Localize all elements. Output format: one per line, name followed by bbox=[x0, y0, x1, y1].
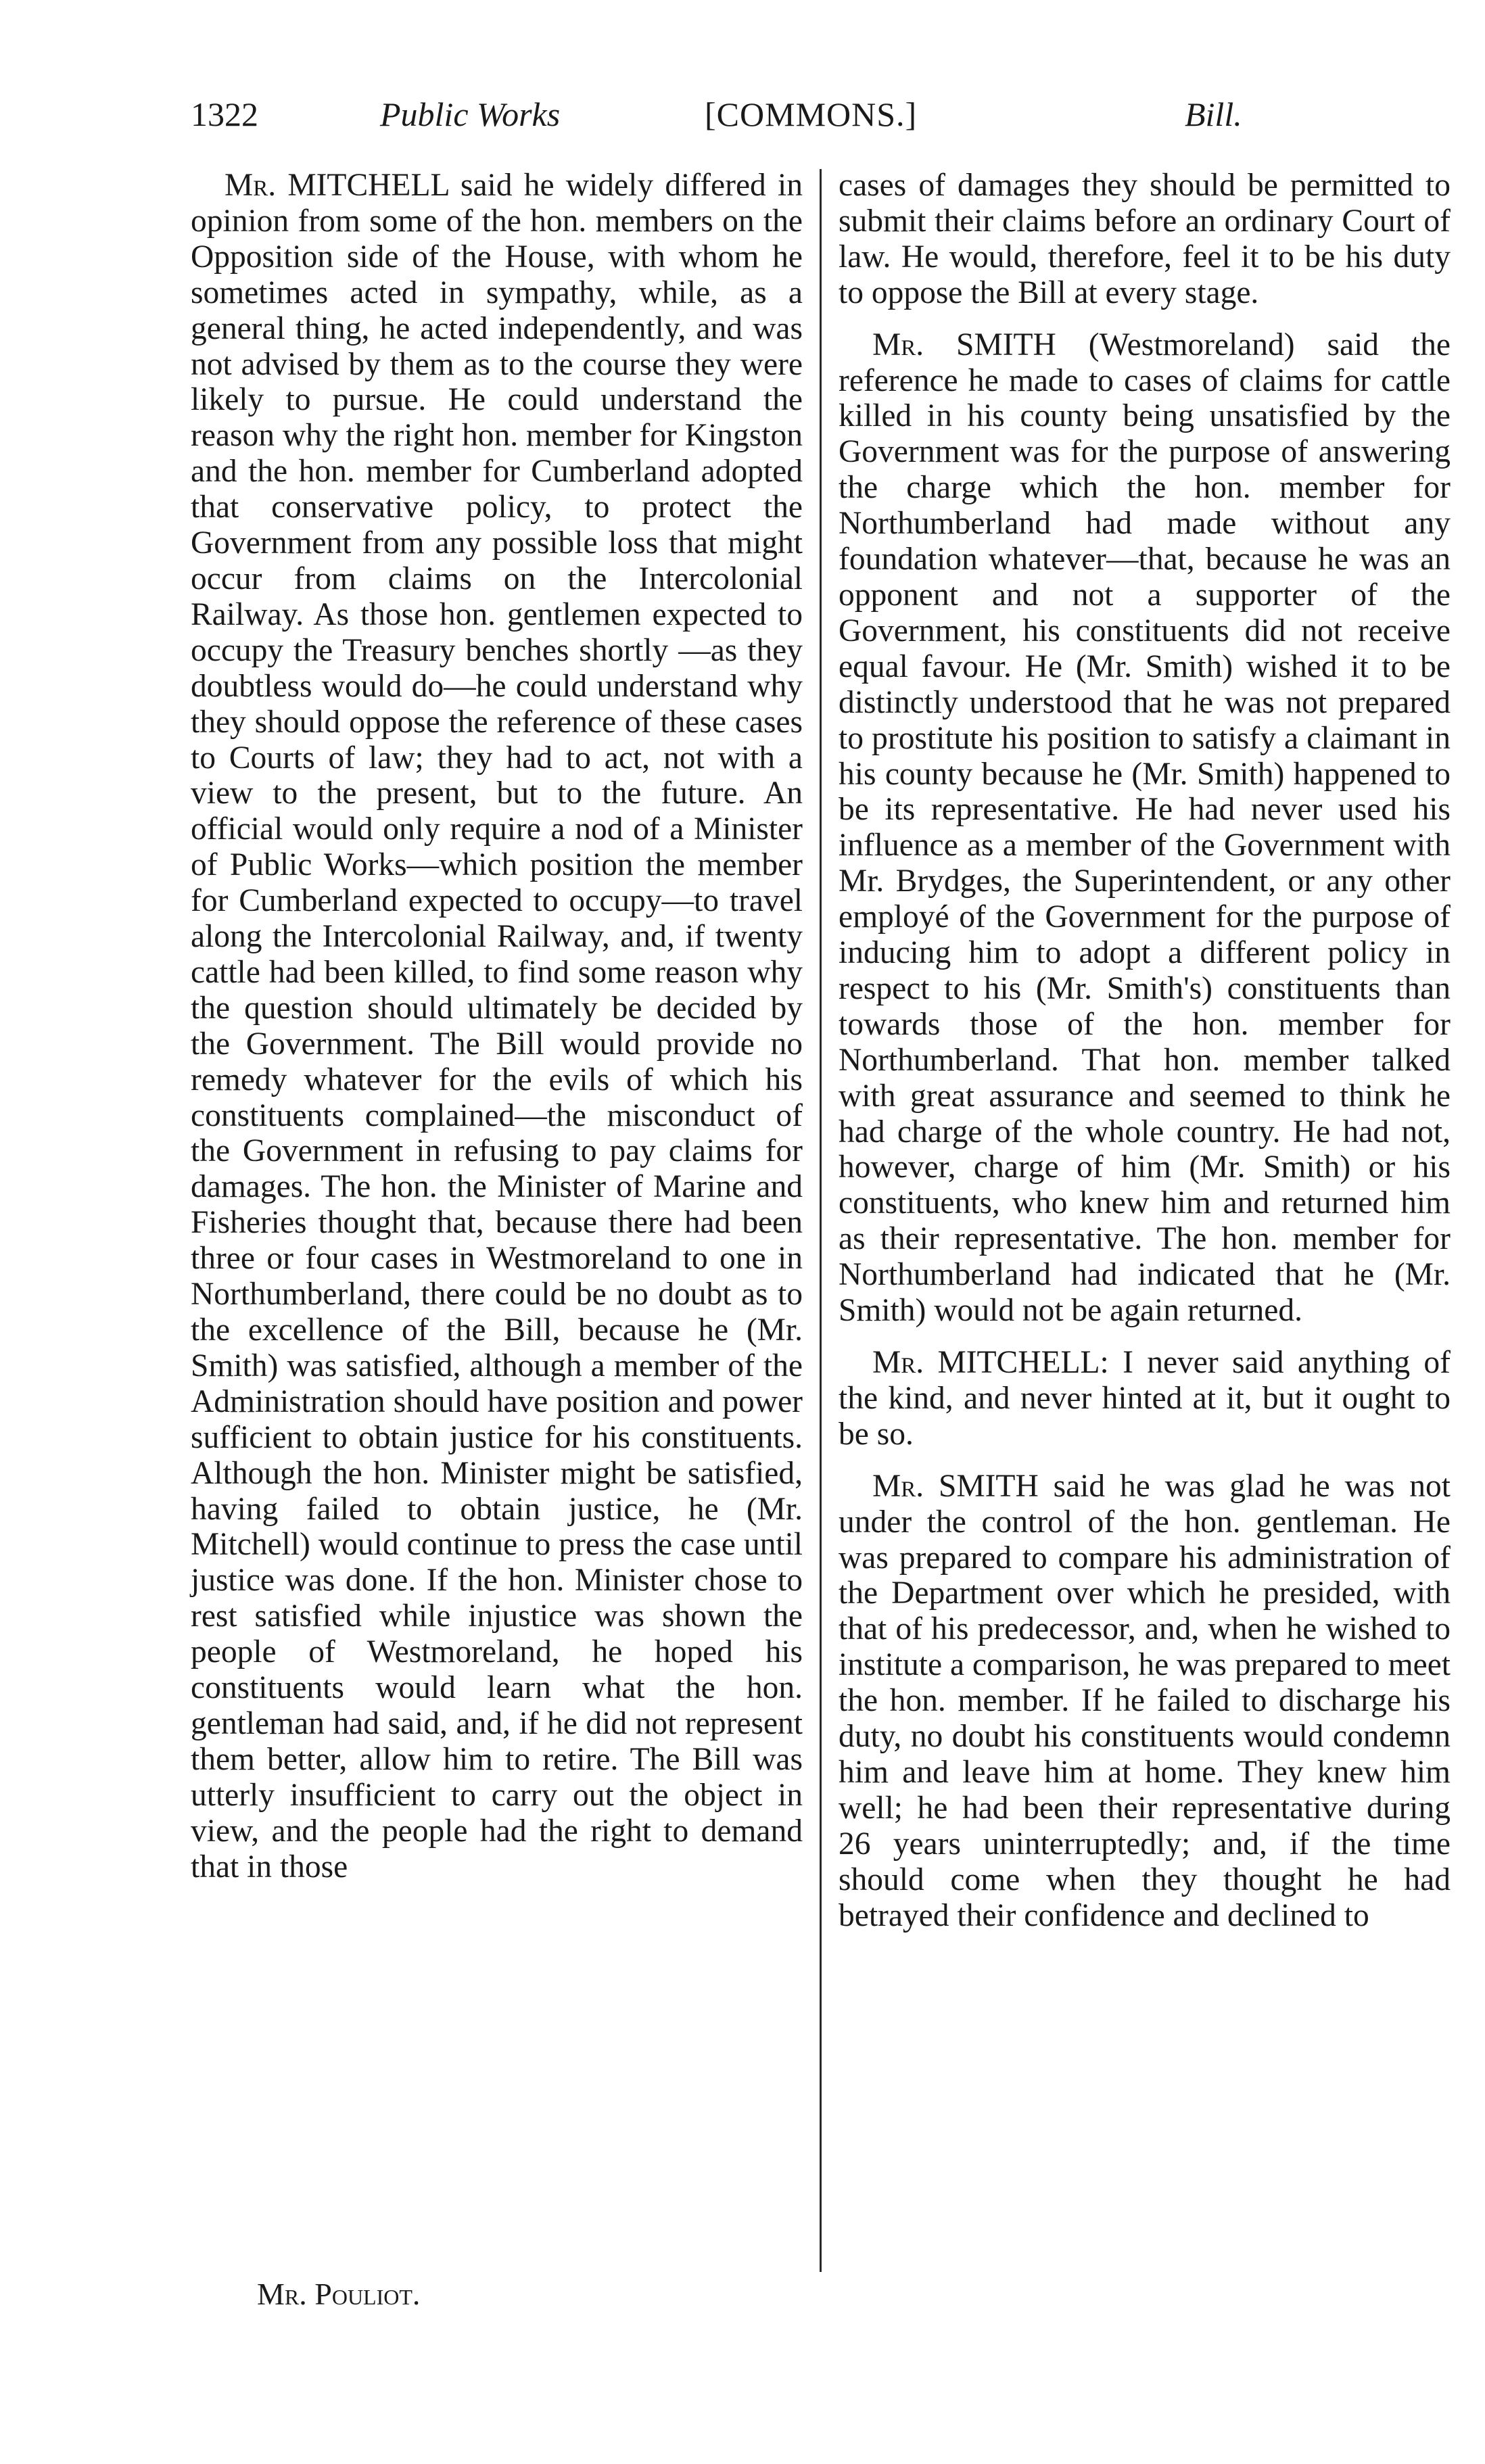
speaker-title: Mr. bbox=[225, 168, 277, 203]
house-label: [COMMONS.] bbox=[705, 95, 918, 133]
speech-mitchell-2 bbox=[839, 1345, 1451, 1452]
speech-smith-1 bbox=[839, 327, 1451, 1329]
speech-text: SMITH said he was glad he was not under the control of the hon. gentleman. He was prepared to compare his administration of the Department over which he presided, with that of his predecessor, and, when he wished to institute a comparison, he was prepared to meet the hon. member. If he failed to discharge his duty, no doubt his constituents would condemn him and leave him at home. They knew him well; he had been their representative during 26 years uninterruptedly; and, if the time should come when they thought he had betrayed their confidence and declined to bbox=[839, 1468, 1451, 1933]
speaker-title: Mr. bbox=[872, 1345, 924, 1380]
left-column bbox=[191, 168, 803, 1885]
speech-smith-2 bbox=[839, 1469, 1451, 1934]
speech-text: MITCHELL: I never said anything of the kind, and never hinted at it, but it ought to be so. bbox=[839, 1345, 1451, 1452]
speaker-title: Mr. bbox=[257, 2277, 307, 2311]
page-number: 1322 bbox=[191, 95, 258, 133]
running-title-right: Bill. bbox=[1185, 95, 1242, 133]
running-head bbox=[191, 95, 1340, 149]
right-column bbox=[839, 168, 1451, 1934]
speech-text: MITCHELL said he widely differed in opinion from some of the hon. members on the Opposition side of the House, with whom he sometimes acted in sympathy, while, as a general thing, he acted independently, and was not advised by them as to the course they were likely to pursue. He could understand the reason why the right hon. member for Kingston and the hon. member for Cumberland adopted that conservative policy, to protect the Government from any possible loss that might occur from claims on the Intercolonial Railway. As those hon. gentlemen expected to occupy the Treasury benches shortly —as they doubtless would do—he could understand why they should oppose the reference of these cases to Courts of law; they had to act, not with a view to the present, but to the future. An official would only require a nod of a Minister of Public Works—which position the member for Cumberland expected to occupy—to travel along the Intercolonial Railway, and, if twenty cattle had been killed, to find some reason why the question should ultimately be decided by the Government. The Bill would provide no remedy whatever for the evils of which his constituents complained—the misconduct of the Government in refusing to pay claims for damages. The hon. the Minister of Marine and Fisheries thought that, because there had been three or four cases in Westmoreland to one in Northumberland, there could be no doubt as to the excellence of the Bill, because he (Mr. Smith) was satisfied, although a member of the Administration should have position and power sufficient to obtain justice for his constituents. Although the hon. Minister might be satisfied, having failed to obtain justice, he (Mr. Mitchell) would continue to press the case until justice was done. If the hon. Minister chose to rest satisfied while injustice was shown the people of Westmoreland, he hoped his constituents would learn what the hon. gentleman had said, and, if he did not represent them better, allow him to retire. The Bill was utterly insufficient to carry out the object in view, and the people had the right to demand that in those bbox=[191, 168, 803, 1885]
speech-continuation: cases of damages they should be permitted to submit their claims before an ordinary Court of law. He would, therefore, feel it to be his duty to oppose the Bill at every stage. bbox=[839, 168, 1451, 310]
speaker-title: Mr. bbox=[872, 327, 924, 362]
next-speaker-catchword bbox=[257, 2276, 420, 2312]
speaker-title: Mr. bbox=[872, 1468, 924, 1504]
speech-mitchell-1 bbox=[191, 168, 803, 1885]
speaker-name: Pouliot. bbox=[306, 2277, 421, 2311]
column-divider bbox=[820, 169, 822, 2272]
speech-text: SMITH (Westmoreland) said the reference he made to cases of claims for cattle killed in his county being unsatisfied by the Government was for the purpose of answering the charge which the hon. member for Northumberland had made without any foundation whatever—that, because he was an opponent and not a supporter of the Government, his constituents did not receive equal favour. He (Mr. Smith) wished it to be distinctly understood that he was not prepared to prostitute his position to satisfy a claimant in his county because he (Mr. Smith) happened to be its representative. He had never used his influence as a member of the Government with Mr. Brydges, the Superintendent, or any other employé of the Government for the purpose of inducing him to adopt a different policy in respect to his (Mr. Smith's) constituents than towards those of the hon. member for Northumberland. That hon. member talked with great assurance and seemed to think he had charge of the whole country. He had not, however, charge of him (Mr. Smith) or his constituents, who knew him and returned him as their representative. The hon. member for Northumberland had indicated that he (Mr. Smith) would not be again returned. bbox=[839, 327, 1451, 1329]
running-title-left: Public Works bbox=[380, 95, 561, 133]
